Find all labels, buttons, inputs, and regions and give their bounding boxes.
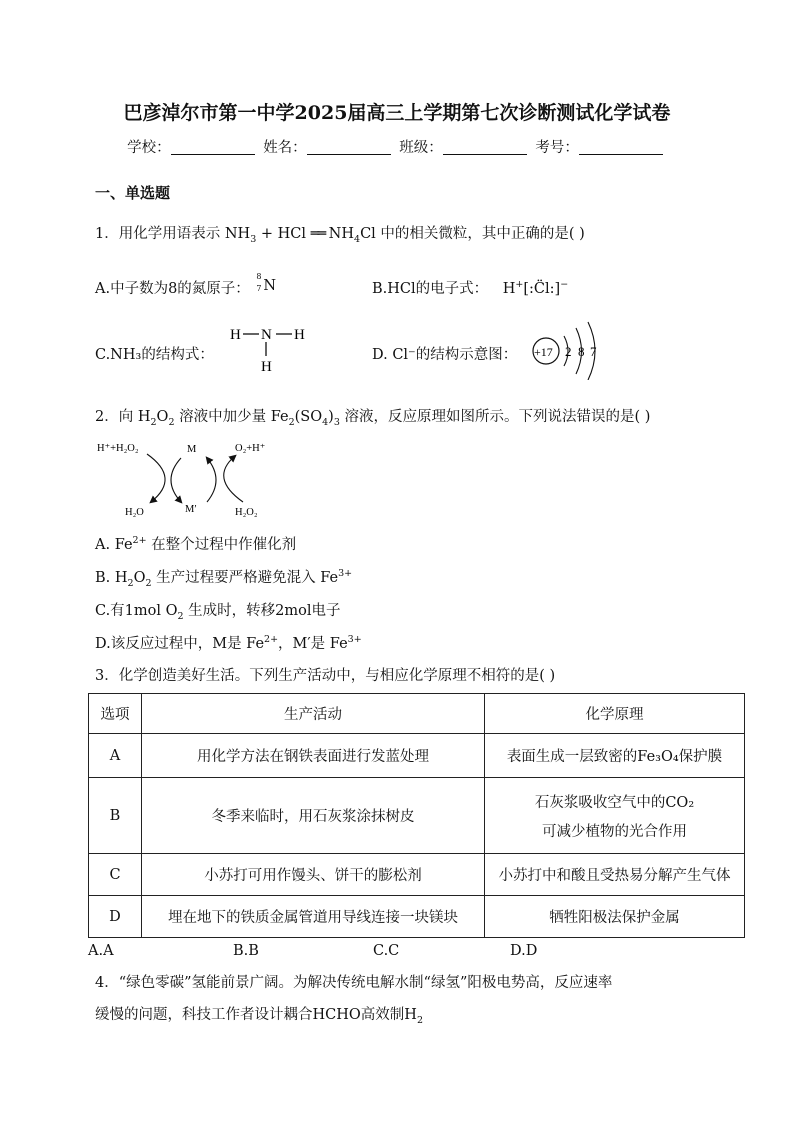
exam-number-blank[interactable] — [579, 140, 663, 155]
table-cell: 冬季来临时，用石灰浆涂抹树皮 — [142, 778, 485, 854]
table-header-row — [89, 694, 745, 734]
q2-stem-post: 溶液，反应原理如图所示。下列说法错误的是( ) — [344, 409, 651, 425]
table-cell: D — [89, 896, 142, 938]
nitrogen-isotope-symbol: 8 7 N — [256, 272, 277, 294]
q1-stem-pre: 1．用化学用语表示 — [95, 226, 221, 242]
svg-text:8: 8 — [578, 344, 585, 359]
chloride-ion-structure-diagram — [528, 318, 608, 380]
table-cell: 埋在地下的铁质金属管道用导线连接一块镁块 — [142, 896, 485, 938]
q2-option-c-pre: C.有1mol — [95, 603, 166, 619]
q4-stem-line1: 4．“绿色零碳”氢能前景广阔。为解决传统电解水制“绿氢”阳极电势高，反应速率 — [95, 975, 613, 991]
q1-option-d[interactable] — [372, 343, 517, 364]
q1-stem — [95, 222, 585, 243]
q2-option-d-pre: D.该反应过程中，M是 Fe — [95, 636, 265, 652]
q1-option-d-text: D. Cl⁻的结构示意图： — [372, 347, 518, 363]
q4-stem-line2-text: 缓慢的问题，科技工作者设计耦合HCHO高效制 — [95, 1007, 405, 1023]
table-header-cell: 化学原理 — [485, 694, 745, 734]
q2-option-a-pre: A. Fe — [95, 537, 133, 553]
table-cell-line: 可减少植物的光合作用 — [542, 823, 687, 840]
svg-text:7: 7 — [590, 344, 597, 359]
svg-text:H: H — [230, 327, 241, 343]
q2-stem-pre: 2．向 — [95, 409, 134, 425]
q2-option-d-mid: ，M′是 Fe — [278, 636, 348, 652]
q2-stem — [95, 405, 650, 426]
table-row — [89, 778, 745, 854]
class-label: 班级： — [399, 140, 443, 156]
diagram-bottom-middle-label: M′ — [185, 504, 197, 515]
q2-option-b-pre: B. — [95, 570, 115, 586]
diagram-bottom-left-label: H₂O — [125, 507, 144, 518]
q4-stem-line2: 缓慢的问题，科技工作者设计耦合HCHO高效制$H_2$ — [95, 1007, 423, 1026]
q1-option-a-text: A.中子数为8的氮原子： — [95, 281, 250, 297]
diagram-top-middle-label: M — [187, 444, 197, 455]
q3-answer-b[interactable]: B.B — [233, 943, 259, 959]
q3-stem: 3．化学创造美好生活。下列生产活动中，与相应化学原理不相符的是( ) — [95, 668, 556, 684]
q2-option-c-post: 生成时，转移2mol电子 — [183, 603, 341, 619]
class-blank[interactable] — [443, 140, 527, 155]
q1-option-b-text: B.HCl的电子式： — [372, 281, 489, 297]
hcl-electron-formula: H+[:C̈l:]− — [502, 279, 569, 297]
table-row — [89, 734, 745, 778]
nh3-structure-formula — [226, 320, 316, 376]
table-row — [89, 854, 745, 896]
q2-option-d[interactable]: D.该反应过程中，M是 $Fe^{2+}$，M′是 $Fe^{3+}$ — [95, 634, 362, 652]
table-cell: B — [89, 778, 142, 854]
table-header-cell: 生产活动 — [142, 694, 485, 734]
q3-answer-a[interactable]: A.A — [88, 943, 114, 959]
diagram-top-right-label: O₂+H⁺ — [235, 443, 266, 454]
table-cell: 小苏打可用作馒头、饼干的膨松剂 — [142, 854, 485, 896]
section-heading: 一、单选题 — [95, 184, 171, 202]
page-title: 巴彦淖尔市第一中学2025届高三上学期第七次诊断测试化学试卷 — [123, 102, 671, 124]
table-cell: A — [89, 734, 142, 778]
q3-answer-c[interactable]: C.C — [373, 943, 400, 959]
iron-sulfate-formula: $Fe_2(SO_4)_3$ — [270, 409, 340, 428]
q1-stem-post: 中的相关微粒，其中正确的是( ) — [380, 226, 585, 242]
reaction-mechanism-diagram — [95, 436, 285, 520]
q1-option-a[interactable] — [95, 272, 277, 298]
exam-number-label: 考号： — [535, 140, 579, 156]
table-header-cell: 选项 — [89, 694, 142, 734]
q3-answer-d[interactable]: D.D — [510, 943, 538, 959]
table-cell: C — [89, 854, 142, 896]
table-cell — [485, 778, 745, 854]
q1-option-c[interactable] — [95, 343, 214, 364]
q2-option-a[interactable]: A. $Fe^{2+}$ 在整个过程中作催化剂 — [95, 535, 297, 553]
svg-text:H: H — [294, 327, 305, 343]
h2o2-formula: $H_2O_2$ — [137, 409, 175, 428]
q2-option-b[interactable]: B. $H_2O_2$ 生产过程要严格避免混入 $Fe^{3+}$ — [95, 568, 353, 589]
school-label: 学校： — [127, 140, 171, 156]
q2-option-b-post: 生产过程要严格避免混入 Fe — [151, 570, 339, 586]
svg-text:+17: +17 — [534, 345, 553, 359]
student-info-fields — [0, 136, 794, 157]
svg-text:H: H — [261, 359, 272, 375]
svg-text:N: N — [261, 327, 272, 343]
school-blank[interactable] — [171, 140, 255, 155]
table-row — [89, 896, 745, 938]
table-cell: 牺牲阳极法保护金属 — [485, 896, 745, 938]
q2-option-c[interactable]: C.有1mol $O_2$ 生成时，转移2mol电子 — [95, 603, 341, 622]
q1-option-b[interactable] — [372, 277, 568, 298]
q2-option-a-post: 在整个过程中作催化剂 — [146, 537, 297, 553]
q1-equation: $NH_3$ + HCl ══ $NH_4Cl$ — [224, 226, 376, 245]
q3-table — [88, 693, 745, 938]
svg-text:2: 2 — [565, 344, 572, 359]
table-cell: 表面生成一层致密的Fe₃O₄保护膜 — [485, 734, 745, 778]
q2-stem-mid: 溶液中加少量 — [179, 409, 267, 425]
table-cell-line: 石灰浆吸收空气中的CO₂ — [534, 794, 695, 811]
table-cell: 小苏打中和酸且受热易分解产生气体 — [485, 854, 745, 896]
diagram-bottom-right-label: H₂O₂ — [235, 507, 258, 518]
q1-option-c-text: C.NH₃的结构式： — [95, 347, 214, 363]
table-cell: 用化学方法在钢铁表面进行发蓝处理 — [142, 734, 485, 778]
name-blank[interactable] — [307, 140, 391, 155]
diagram-top-left-label: H⁺+H₂O₂ — [97, 443, 139, 454]
name-label: 姓名： — [263, 140, 307, 156]
